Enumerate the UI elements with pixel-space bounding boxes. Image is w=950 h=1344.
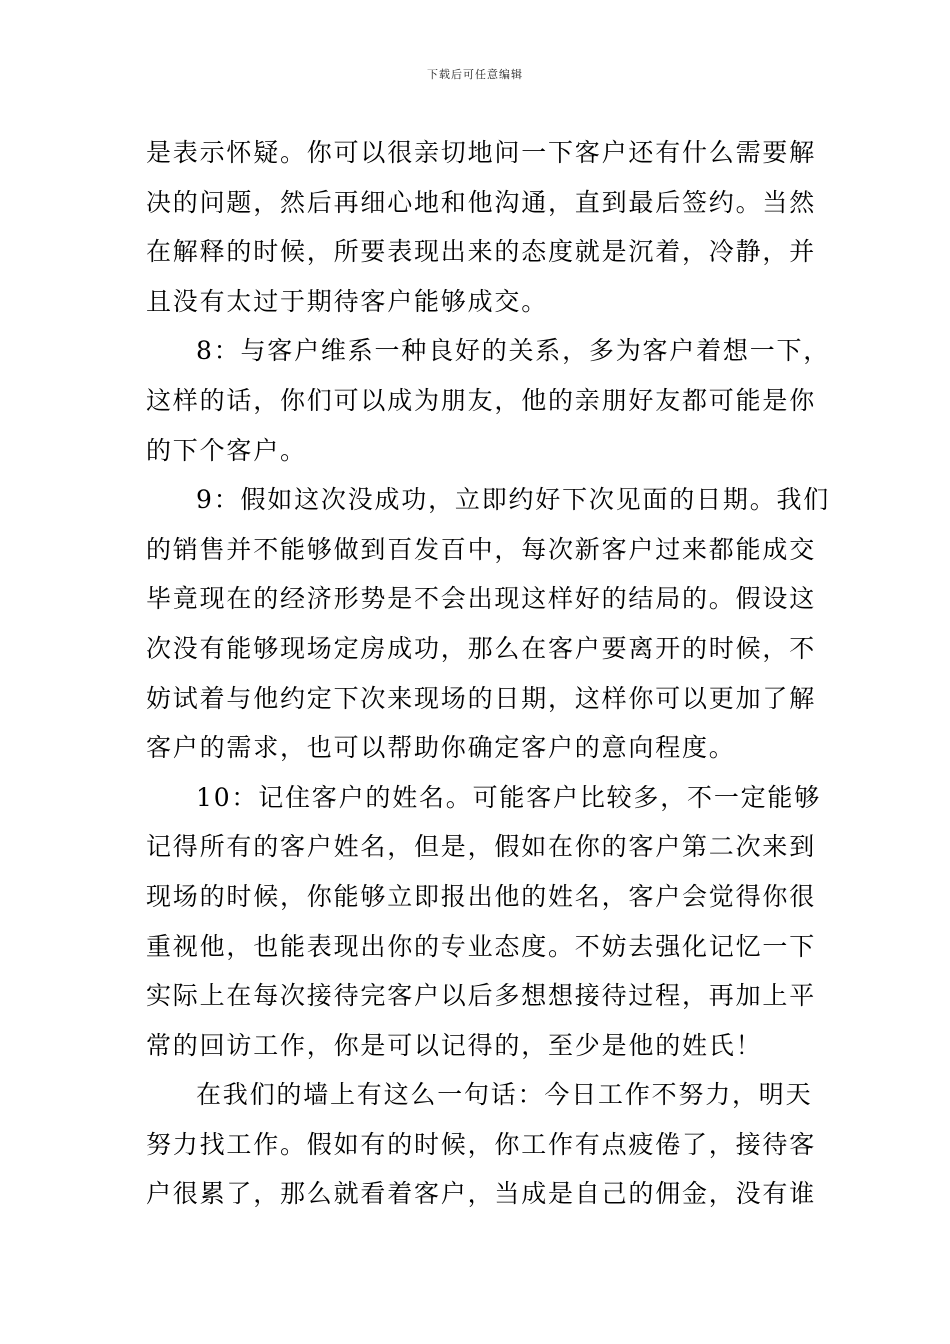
text-line: 的下个客户。 — [146, 435, 307, 465]
text-line: 常的回访工作，你是可以记得的，至少是他的姓氏！ — [146, 1030, 763, 1060]
text-line: 努力找工作。假如有的时候，你工作有点疲倦了，接待客 — [146, 1129, 817, 1159]
text-line: 现场的时候，你能够立即报出他的姓名，客户会觉得你很 — [146, 881, 817, 911]
text-line: 户很累了，那么就看着客户，当成是自己的佣金，没有谁 — [146, 1179, 817, 1209]
text-line: 且没有太过于期待客户能够成交。 — [146, 286, 549, 316]
text-line: 实际上在每次接待完客户以后多想想接待过程，再加上平 — [146, 981, 817, 1011]
paragraph-start-line: 9：假如这次没成功，立即约好下次见面的日期。我们 — [196, 485, 831, 515]
text-line: 妨试着与他约定下次来现场的日期，这样你可以更加了解 — [146, 683, 817, 713]
text-line: 客户的需求，也可以帮助你确定客户的意向程度。 — [146, 733, 736, 763]
text-line: 这样的话，你们可以成为朋友，他的亲朋好友都可能是你 — [146, 385, 817, 415]
paragraph-start-line: 10：记住客户的姓名。可能客户比较多，不一定能够 — [196, 782, 822, 812]
document-body — [146, 128, 831, 1219]
text-line: 毕竟现在的经济形势是不会出现这样好的结局的。假设这 — [146, 584, 817, 614]
text-line: 重视他，也能表现出你的专业态度。不妨去强化记忆一下 — [146, 931, 817, 961]
text-line: 的销售并不能够做到百发百中，每次新客户过来都能成交 — [146, 534, 817, 564]
text-line: 记得所有的客户姓名，但是，假如在你的客户第二次来到 — [146, 832, 817, 862]
paragraph-start-line: 在我们的墙上有这么一句话：今日工作不努力，明天 — [196, 1080, 813, 1110]
text-line: 次没有能够现场定房成功，那么在客户要离开的时候，不 — [146, 633, 817, 663]
text-line: 在解释的时候，所要表现出来的态度就是沉着，冷静，并 — [146, 237, 817, 267]
text-line: 决的问题，然后再细心地和他沟通，直到最后签约。当然 — [146, 187, 817, 217]
page-header: 下载后可任意编辑 — [427, 68, 523, 81]
paragraph-start-line: 8：与客户维系一种良好的关系，多为客户着想一下， — [196, 336, 831, 366]
text-line: 是表示怀疑。你可以很亲切地问一下客户还有什么需要解 — [146, 138, 817, 167]
